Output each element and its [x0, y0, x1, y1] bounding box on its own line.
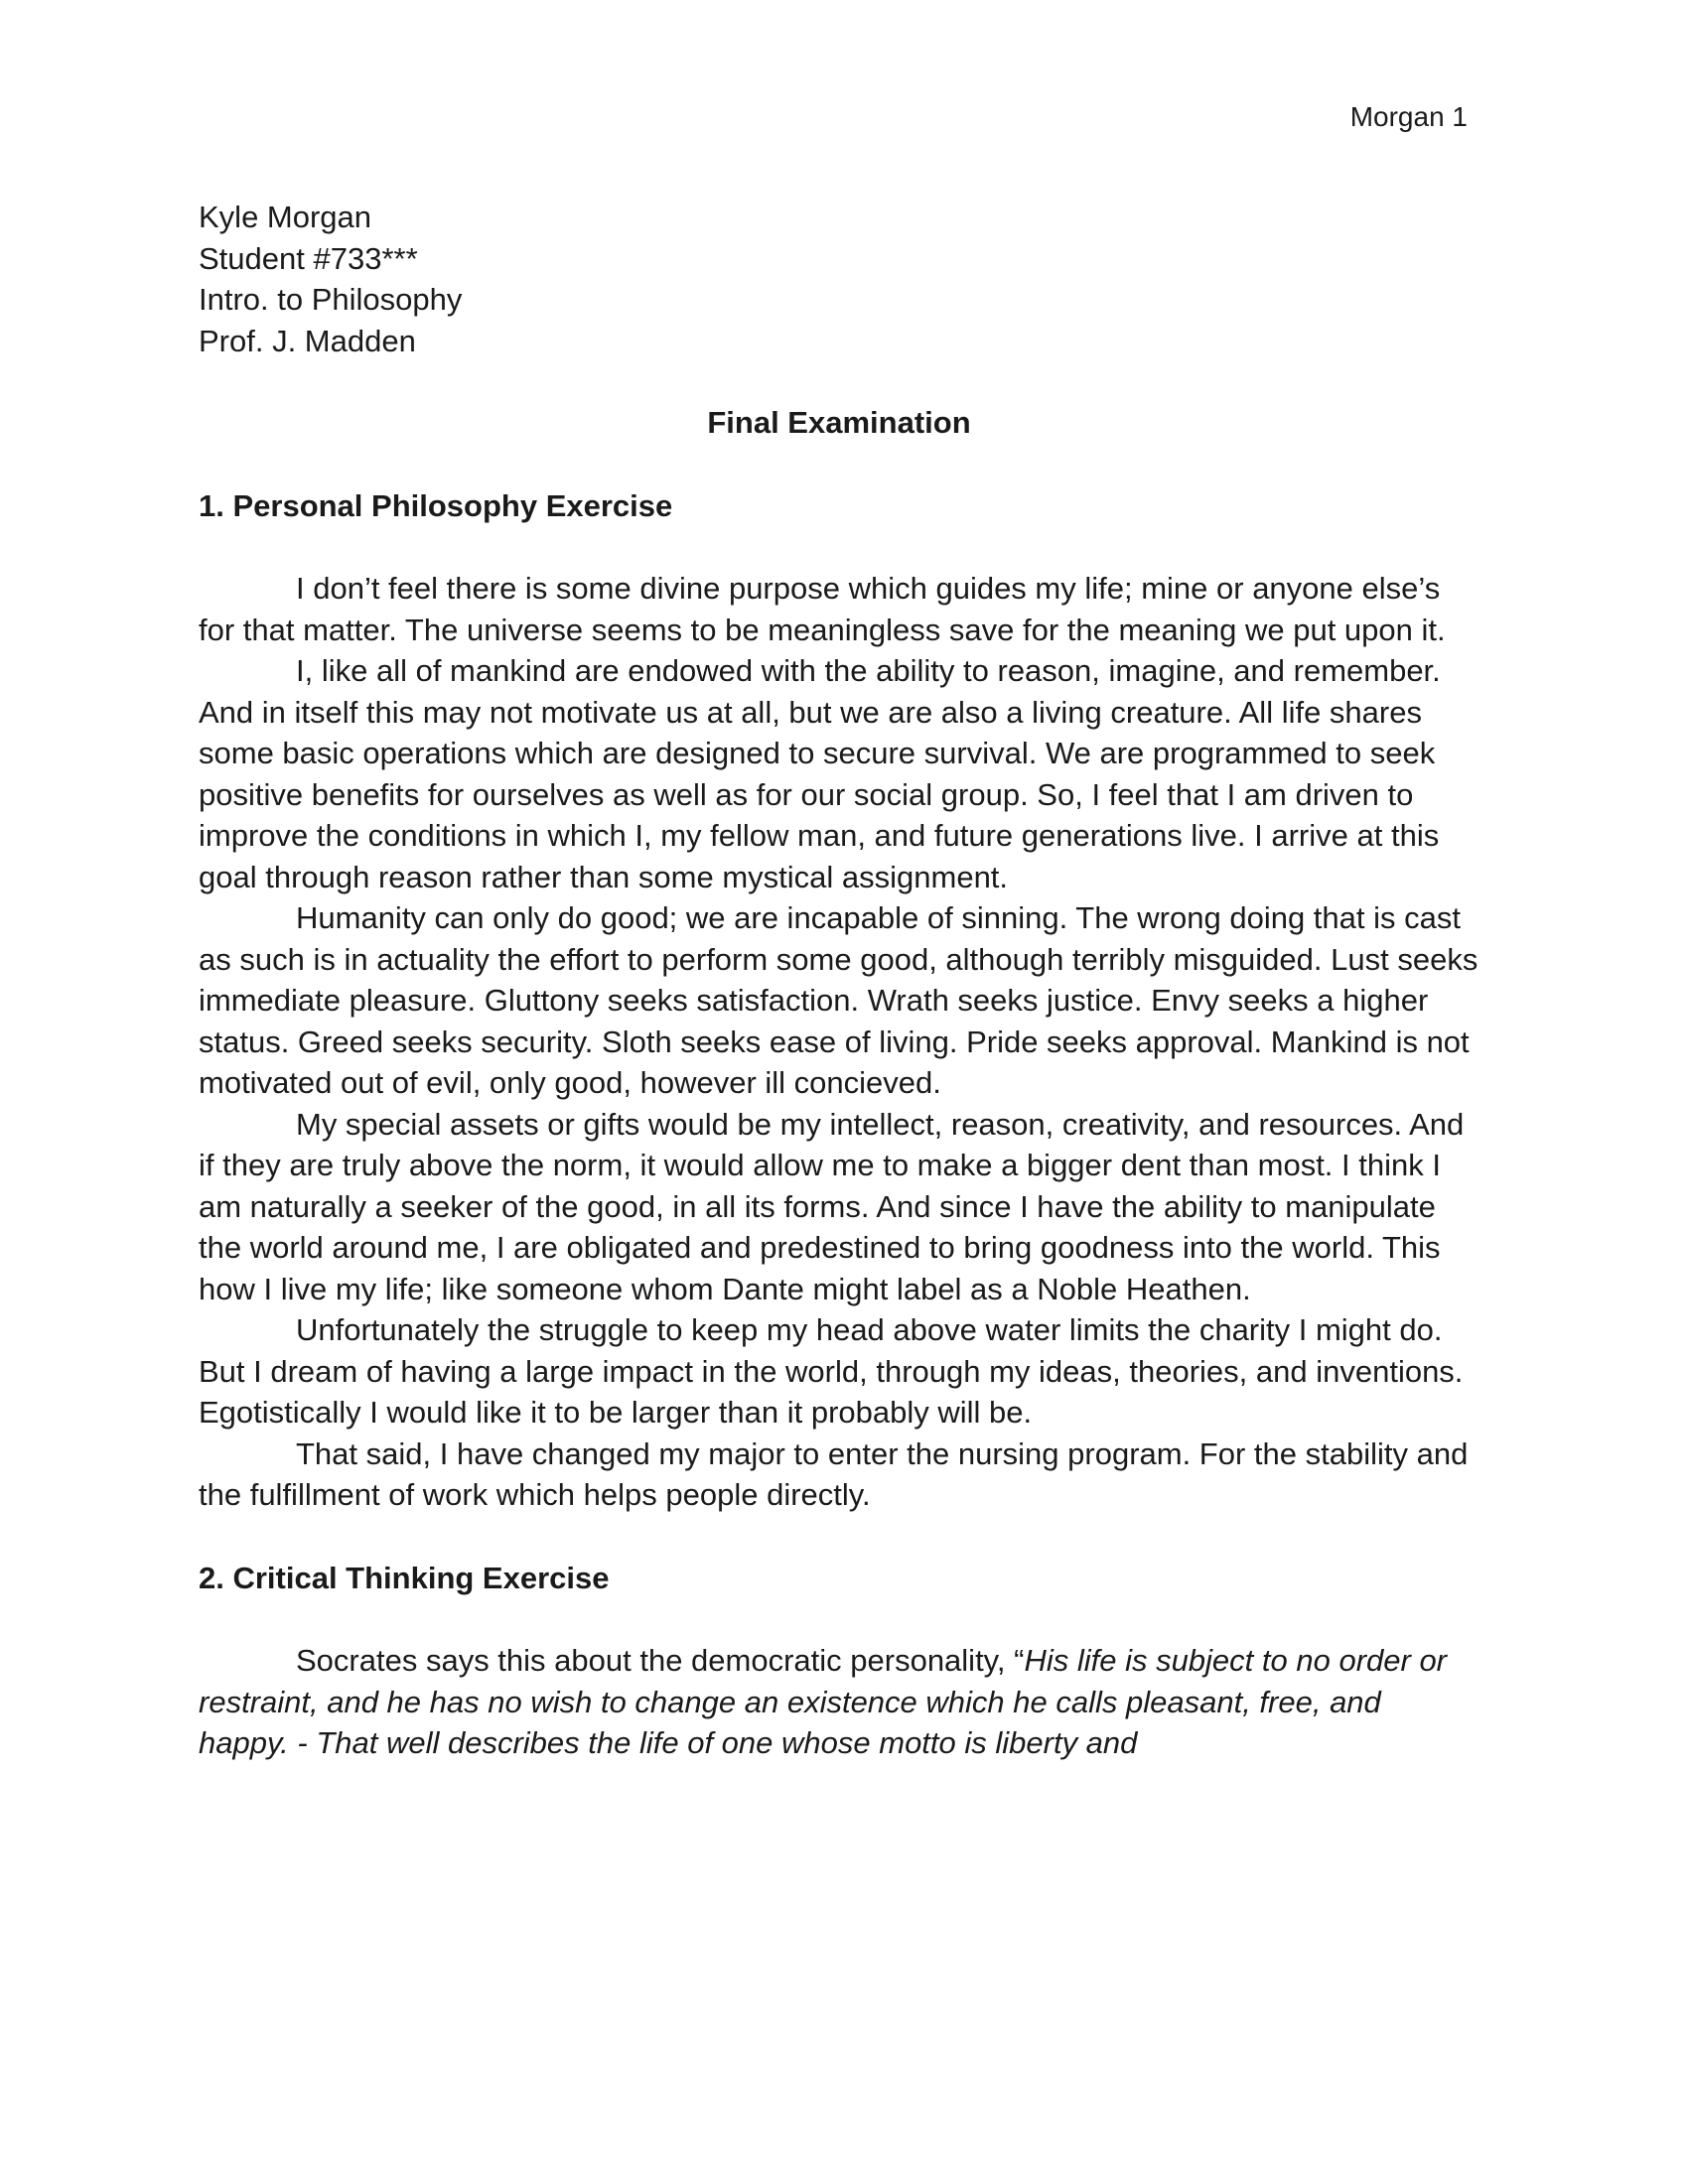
section-heading-critical-thinking: 2. Critical Thinking Exercise — [199, 1560, 610, 1595]
paragraph: I don’t feel there is some divine purpose which guides my life; mine or anyone else’s for that matter. The universe seems to be meaningless save for the meaning we put upon it. — [199, 571, 1446, 647]
course-name: Intro. to Philosophy — [199, 282, 463, 317]
paragraph: Unfortunately the struggle to keep my head above water limits the charity I might do. But I dream of having a large impact in the world, through my ideas, theories, and inventions. Egotistically I would like it to be larger than it probably will be. — [199, 1312, 1464, 1430]
section-body-critical-thinking — [199, 1640, 1479, 1764]
paragraph-socrates-quote — [199, 1640, 1479, 1764]
document-title: Final Examination — [707, 405, 971, 440]
paragraph: My special assets or gifts would be my intellect, reason, creativity, and resources. And if they are truly above the norm, it would allow me to make a bigger dent than most. I think I am naturally a seeker of the good, in all its forms. And since I have the ability to manipulate the world around me, I are obligated and predestined to bring goodness into the world. This how I live my life; like someone whom Dante might label as a Noble Heathen. — [199, 1106, 1465, 1306]
section-heading-personal-philosophy: 1. Personal Philosophy Exercise — [199, 487, 673, 523]
document-body — [199, 197, 1479, 1764]
quote-intro-text: Socrates says this about the democratic personality, “ — [296, 1643, 1025, 1678]
paragraph: That said, I have changed my major to enter the nursing program. For the stability and the fulfillment of work which helps people directly. — [199, 1435, 1469, 1512]
quote-text: His life is subject to no order or restraint, and he has no wish to change an existence which he calls pleasant, free, and happy. - That well describes the life of one whose motto is liberty and — [199, 1643, 1448, 1760]
student-name: Kyle Morgan — [199, 200, 372, 234]
professor-name: Prof. J. Madden — [199, 323, 416, 358]
student-number: Student #733*** — [199, 240, 418, 276]
section-body-personal-philosophy — [199, 568, 1479, 1516]
page-header-label: Morgan 1 — [1349, 101, 1468, 132]
paragraph: I, like all of mankind are endowed with the ability to reason, imagine, and remember. And in itself this may not motivate us at all, but we are also a living creature. All life shares some basic operations which are designed to secure survival. We are programmed to seek positive benefits for ourselves as well as for our social group. So, I feel that I am driven to improve the conditions in which I, my fellow man, and future generations live. I arrive at this goal through reason rather than some mystical assignment. — [199, 653, 1441, 894]
paragraph: Humanity can only do good; we are incapable of sinning. The wrong doing that is cast as such is in actuality the effort to perform some good, although terribly misguided. Lust seeks immediate pleasure. Gluttony seeks satisfaction. Wrath seeks justice. Envy seeks a higher status. Greed seeks security. Sloth seeks ease of living. Pride seeks approval. Mankind is not motivated out of evil, only good, however ill concieved. — [199, 900, 1478, 1100]
student-heading-block — [199, 197, 1479, 361]
